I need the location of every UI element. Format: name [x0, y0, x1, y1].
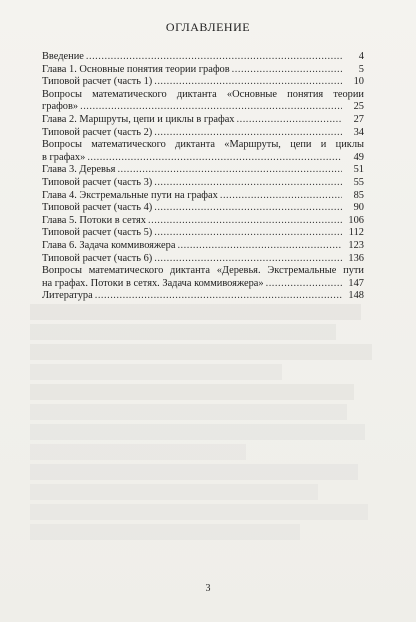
toc-entry-page: 148 — [348, 290, 364, 302]
toc-entry[interactable] — [42, 76, 364, 89]
toc-entry[interactable] — [42, 290, 364, 303]
toc-entry-page: 49 — [353, 151, 364, 163]
toc-entry-text: Литература — [42, 290, 93, 302]
toc-entry-text: Типовой расчет (часть 6) — [42, 252, 153, 264]
toc-entry-page: 90 — [353, 202, 364, 214]
toc-entry-text: на графах. Потоки в сетях. Задача коммивояжера» — [42, 277, 264, 289]
leader-dots — [154, 127, 342, 140]
toc-entry-text: Вопросы математического диктанта «Основные понятия теории — [42, 88, 364, 100]
leader-dots — [87, 152, 342, 165]
toc-entry[interactable] — [42, 202, 364, 215]
toc-entry[interactable] — [42, 177, 364, 190]
leader-dots — [154, 76, 342, 89]
leader-dots — [117, 164, 342, 177]
toc-entry-text: Глава 3. Деревья — [42, 164, 116, 176]
toc-entry-line2[interactable] — [42, 152, 364, 165]
toc-entry[interactable] — [42, 51, 364, 64]
toc-entry-page: 34 — [353, 126, 364, 138]
bleed-through-text — [30, 300, 390, 544]
toc-entry-text: графов» — [42, 101, 79, 113]
toc-entry-page: 51 — [353, 164, 364, 176]
toc-entry-text: Типовой расчет (часть 3) — [42, 176, 153, 188]
toc-entry-line2[interactable] — [42, 278, 364, 291]
toc-entry-page: 10 — [353, 76, 364, 88]
table-of-contents — [42, 51, 364, 303]
leader-dots — [177, 240, 342, 253]
leader-dots — [80, 101, 342, 114]
leader-dots — [95, 290, 342, 303]
toc-entry-line1[interactable] — [42, 139, 364, 152]
toc-entry-page: 25 — [353, 101, 364, 113]
toc-entry[interactable] — [42, 215, 364, 228]
toc-entry-page: 112 — [348, 227, 364, 239]
toc-entry-page: 27 — [353, 113, 364, 125]
toc-entry[interactable] — [42, 253, 364, 266]
toc-entry-text: Глава 5. Потоки в сетях — [42, 214, 146, 226]
toc-entry-page: 85 — [353, 189, 364, 201]
toc-entry-text: Глава 6. Задача коммивояжера — [42, 239, 176, 251]
leader-dots — [232, 64, 342, 77]
leader-dots — [237, 114, 342, 127]
toc-entry-text: в графах» — [42, 151, 86, 163]
toc-entry-text: Типовой расчет (часть 2) — [42, 126, 153, 138]
toc-entry-page: 147 — [348, 277, 364, 289]
toc-entry-line2[interactable] — [42, 101, 364, 114]
toc-entry-page: 106 — [348, 214, 364, 226]
toc-entry-text: Вопросы математического диктанта «Деревья. Экстремальные пути — [42, 265, 364, 277]
toc-entry[interactable] — [42, 240, 364, 253]
toc-entry[interactable] — [42, 127, 364, 140]
toc-entry-page: 55 — [353, 176, 364, 188]
toc-entry-text: Типовой расчет (часть 5) — [42, 227, 153, 239]
toc-entry-page: 136 — [348, 252, 364, 264]
toc-entry[interactable] — [42, 64, 364, 77]
toc-entry-page: 5 — [358, 63, 364, 75]
toc-entry-page: 4 — [358, 51, 364, 62]
toc-entry-text: Введение — [42, 51, 84, 62]
toc-entry-text: Глава 4. Экстремальные пути на графах — [42, 189, 218, 201]
toc-entry-text: Типовой расчет (часть 1) — [42, 76, 153, 88]
leader-dots — [266, 278, 342, 291]
toc-title: ОГЛАВЛЕНИЕ — [165, 20, 251, 34]
leader-dots — [154, 227, 342, 240]
toc-entry-text: Глава 1. Основные понятия теории графов — [42, 63, 230, 75]
toc-entry[interactable] — [42, 114, 364, 127]
leader-dots — [86, 51, 342, 64]
toc-entry[interactable] — [42, 227, 364, 240]
leader-dots — [220, 190, 342, 203]
toc-entry-page: 123 — [348, 239, 364, 251]
leader-dots — [154, 202, 342, 215]
leader-dots — [154, 253, 342, 266]
toc-entry-line1[interactable] — [42, 265, 364, 278]
toc-entry[interactable] — [42, 190, 364, 203]
leader-dots — [154, 177, 342, 190]
page-number: 3 — [205, 583, 211, 594]
toc-entry-text: Типовой расчет (часть 4) — [42, 202, 153, 214]
toc-entry[interactable] — [42, 164, 364, 177]
toc-entry-text: Глава 2. Маршруты, цепи и циклы в графах — [42, 113, 235, 125]
toc-entry-text: Вопросы математического диктанта «Маршруты, цепи и циклы — [42, 139, 364, 151]
leader-dots — [148, 215, 342, 228]
toc-entry-line1[interactable] — [42, 89, 364, 102]
